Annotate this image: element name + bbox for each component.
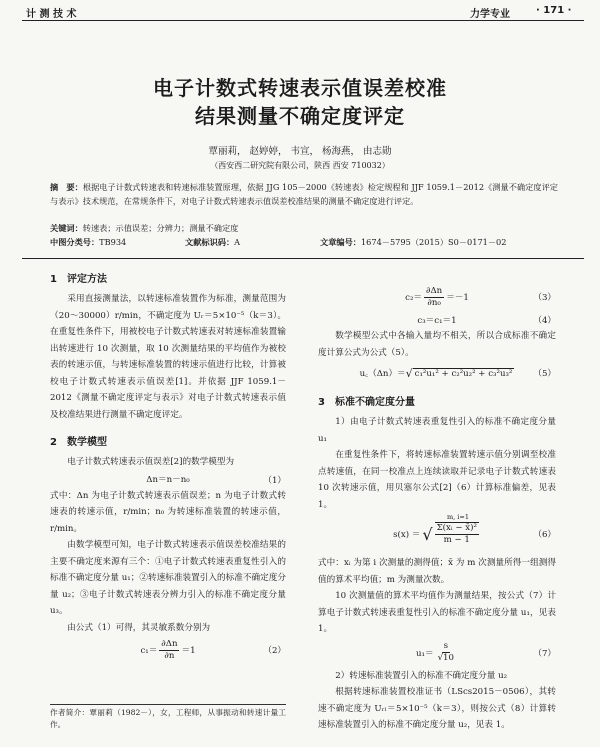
keywords-label: 关键词： — [50, 223, 83, 233]
standard-device-text: 根据转速标准装置校准证书（LScs2015－0506），其转速不确定度为 Uᵣₗ＝5×10⁻⁵（k＝3），则按公式（8）计算转速标准装置引入的标准不确定度分量 u₂，见表 1。 — [318, 687, 556, 730]
abstract-label: 摘 要： — [50, 182, 83, 192]
equation-7-number: （7） — [533, 648, 556, 659]
equation-4: c₃＝c₁＝1 （4） — [417, 315, 556, 326]
keywords — [50, 222, 558, 235]
equation-6: s(x) ＝ √ $\frac{\text{Σ(xᵢ − x̄)²}}{m - 1}$ m, i=1 （6） — [393, 513, 556, 545]
section-2-title: 2 数学模型 — [50, 437, 107, 448]
equation-3-number: （3） — [533, 293, 556, 303]
section-1-title: 1 评定方法 — [50, 274, 107, 285]
equation-3: c₂＝ $\frac{\partial\Delta n}{\text{∂n₀}}$ ＝－1 （3） — [405, 285, 556, 308]
abstract — [50, 181, 558, 208]
equation-1-where: 式中：Δn 为电子计数式转速表示值误差；n 为电子计数式转速表的转速示值，r/min；n₀ 为转速标准装置的转速示值，r/min。 — [50, 490, 286, 534]
section-3-title: 3 标准不确定度分量 — [318, 397, 415, 408]
article-number: 文章编号：1674－5795（2015）S0－0171－02 — [320, 237, 507, 247]
clc-number: 中图分类号：TB934 — [50, 237, 127, 247]
equation-1-number: （1） — [263, 475, 286, 486]
subsection-3-1: 1）由电子计数式转速表重复性引入的标准不确定度分量 u₁ — [318, 417, 556, 444]
model-intro: 电子计数式转速表示值误差[2]的数学模型为 — [67, 457, 235, 467]
sum-limits: m, i=1 — [447, 513, 469, 521]
equation-6-number: （6） — [533, 530, 556, 540]
uncertainty-sources: 由数学模型可知，电子计数式转速表示值误差校准结果的主要不确定度来源有三个：①电子计数式转速表重复性引入的标准不确定度分量 u₁；②转速标准装置引入的标准不确定度分量 u₂；③电子计数式转速表分辨力引入的标准不确定度分量 u₃。 — [50, 540, 286, 616]
page-number: · 171 · — [536, 5, 572, 16]
journal-name: 计 测 技 术 — [26, 9, 77, 20]
sensitivity-intro: 由公式（1）可得，其灵敏系数分别为 — [67, 622, 211, 633]
equation-2-number: （2） — [263, 646, 286, 656]
right-column — [318, 283, 556, 734]
mean-text: 10 次测量值的算术平均值作为测量结果，按公式（7）计算电子计数式转速表重复性引入的标准不确定度分量 u₁，见表 1。 — [318, 591, 556, 634]
author-footnote: 作者简介：覃丽莉（1982－），女，工程师，从事振动和转速计量工作。 — [50, 708, 286, 729]
title-line-2: 结果测量不确定度评定 — [195, 104, 405, 128]
abstract-rule — [22, 258, 584, 259]
abstract-text: 根据电子计数式转速表和转速标准装置原理，依据 JJG 105－2000《转速表》检定规程和 JJF 1059.1－2012《测量不确定度评定与表示》技术规范，在常规条件下，对电子计数式转速表示值误差校准结果的测量不确定度进行评定。 — [50, 182, 558, 206]
repeatability-text: 在重复性条件下，将转速标准装置转速示值分别调至校准点转速值，在同一校准点上连续读取并记录电子计数式转速表 10 次转速示值，用贝塞尔公式[2]（6）计算标准偏差，见表 1。 — [318, 450, 556, 510]
equation-2: c₁＝ $\frac{\partial\Delta n}{\partial n}$ ＝1 （2） — [140, 638, 286, 661]
equation-6-where: 式中：xᵢ 为第 i 次测量的测得值；x̄ 为 m 次测量所得一组测得值的算术平均值；m 为测量次数。 — [318, 558, 556, 585]
equation-5-number: （5） — [533, 369, 556, 379]
left-column — [50, 270, 286, 664]
footnote-rule — [50, 704, 286, 705]
header-rule — [22, 20, 584, 21]
section-1-text: 采用直接测量法，以转速标准装置作为标准，测量范围为（20～30000）r/min，不确定度为 Uᵣ＝5×10⁻⁵（k＝3）。在重复性条件下，用被校电子计数式转速表对转速标准装置输出转速进行 10 次测量，取 10 次测量结果的平均值作为被校表的转速示值，与转速标准装置的转速示值进行比较，计算被校电子计数式转速表示值误差[1]。并依据 JJF 1059.1－2012《测量不确定度评定与表示》对电子计数式转速表示值及校准结果进行测量不确定度评定。 — [50, 294, 286, 420]
equation-1: Δn＝n－n₀ （1） — [146, 475, 286, 486]
equation-7: u₁＝ $\frac{s}{√10}$ （7） — [416, 641, 556, 663]
equation-4-number: （4） — [533, 316, 556, 326]
title-line-1: 电子计数式转速表示值误差校准 — [153, 76, 447, 100]
authors: 覃丽莉， 赵婷婷， 韦宣， 杨海燕， 由志勋 — [208, 146, 392, 157]
document-code: 文献标识码：A — [185, 237, 241, 247]
subsection-3-2: 2）转速标准装置引入的标准不确定度分量 u₂ — [335, 670, 508, 681]
keywords-text: 转速表；示值误差；分辨力；测量不确定度 — [82, 223, 239, 233]
equation-5: u꜀（Δn）＝ √ c₁²u₁² + c₂²u₂² + c₃²u₃² （5） — [359, 366, 556, 380]
combined-uncertainty-text: 数学模型公式中各输入量均不相关，所以合成标准不确定度计算公式为公式（5）。 — [318, 331, 556, 358]
affiliation: （西安西二研究院有限公司，陕西 西安 710032） — [210, 161, 390, 170]
section-name: 力学专业 — [470, 9, 510, 20]
